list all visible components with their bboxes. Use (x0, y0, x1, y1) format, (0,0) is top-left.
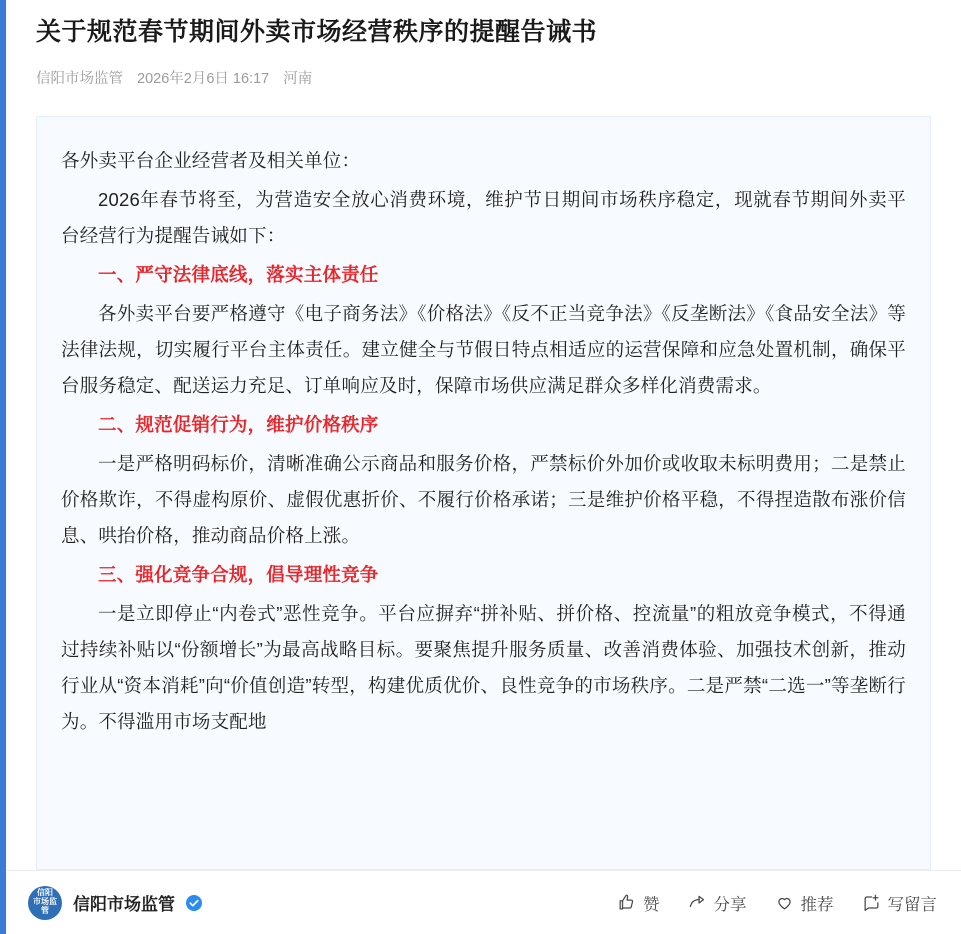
article-paragraph: 一是严格明码标价，清晰准确公示商品和服务价格，严禁标价外加价或收取未标明费用；二是禁止价格欺诈，不得虚构原价、虚假优惠折价、不履行价格承诺；三是维护价格平稳，不得捏造散布涨价信息、哄抬价格，推动商品价格上涨。 (61, 453, 906, 547)
author-name[interactable]: 信阳市场监管 (73, 895, 175, 914)
article-body-card (36, 116, 931, 871)
share-button[interactable] (688, 891, 747, 915)
meta-region: 河南 (283, 70, 313, 87)
like-button[interactable] (617, 891, 660, 915)
content-fade-mask (37, 841, 930, 869)
page-title: 关于规范春节期间外卖市场经营秩序的提醒告诫书 (36, 18, 598, 46)
recommend-label: 推荐 (800, 895, 834, 914)
article-paragraph: 一是立即停止“内卷式”恶性竞争。平台应摒弃“拼补贴、拼价格、控流量”的粗放竞争模式，不得通过持续补贴以“份额增长”为最高战略目标。要聚焦提升服务质量、改善消费体验、加强技术创新，推动行业从“资本消耗”向“价值创造”转型，构建优质优价、良性竞争的市场秩序。二是严禁“二选一”等垄断行为。不得滥用市场支配地 (61, 603, 906, 733)
comment-button[interactable] (862, 891, 938, 915)
article-paragraph: 各外卖平台要严格遵守《电子商务法》《价格法》《反不正当竞争法》《反垄断法》《食品安全法》等法律法规，切实履行平台主体责任。建立健全与节假日特点相适应的运营保障和应急处置机制，确保平台服务稳定、配送运力充足、订单响应及时，保障市场供应满足群众多样化消费需求。 (61, 302, 906, 396)
article-footer-bar (6, 870, 961, 934)
verified-badge-icon (186, 895, 202, 911)
heart-icon (775, 893, 794, 912)
comment-icon (862, 893, 881, 912)
action-buttons (617, 891, 937, 915)
avatar[interactable] (28, 886, 62, 920)
article-paragraph: 2026年春节将至，为营造安全放心消费环境，维护节日期间市场秩序稳定，现就春节期间外卖平台经营行为提醒告诫如下： (61, 188, 906, 246)
share-label: 分享 (713, 895, 747, 914)
share-icon (688, 893, 707, 912)
article-paragraph: 各外卖平台企业经营者及相关单位： (61, 149, 361, 171)
avatar-line-2: 市场监管 (33, 897, 57, 915)
comment-label: 写留言 (887, 895, 937, 914)
article-page (6, 0, 961, 934)
recommend-button[interactable] (775, 891, 834, 915)
like-label: 赞 (643, 895, 660, 914)
thumbs-up-icon (617, 893, 636, 912)
meta-timestamp: 2026年2月6日 16:17 (137, 70, 270, 87)
avatar-line-1: 信阳 (37, 888, 53, 898)
article-section-heading: 一、严守法律底线，落实主体责任 (98, 263, 379, 285)
article-meta (36, 67, 961, 88)
author-block[interactable] (28, 886, 202, 920)
article-section-heading: 三、强化竞争合规，倡导理性竞争 (98, 564, 379, 586)
article-section-heading: 二、规范促销行为，维护价格秩序 (98, 413, 379, 435)
meta-source[interactable]: 信阳市场监管 (36, 70, 123, 87)
